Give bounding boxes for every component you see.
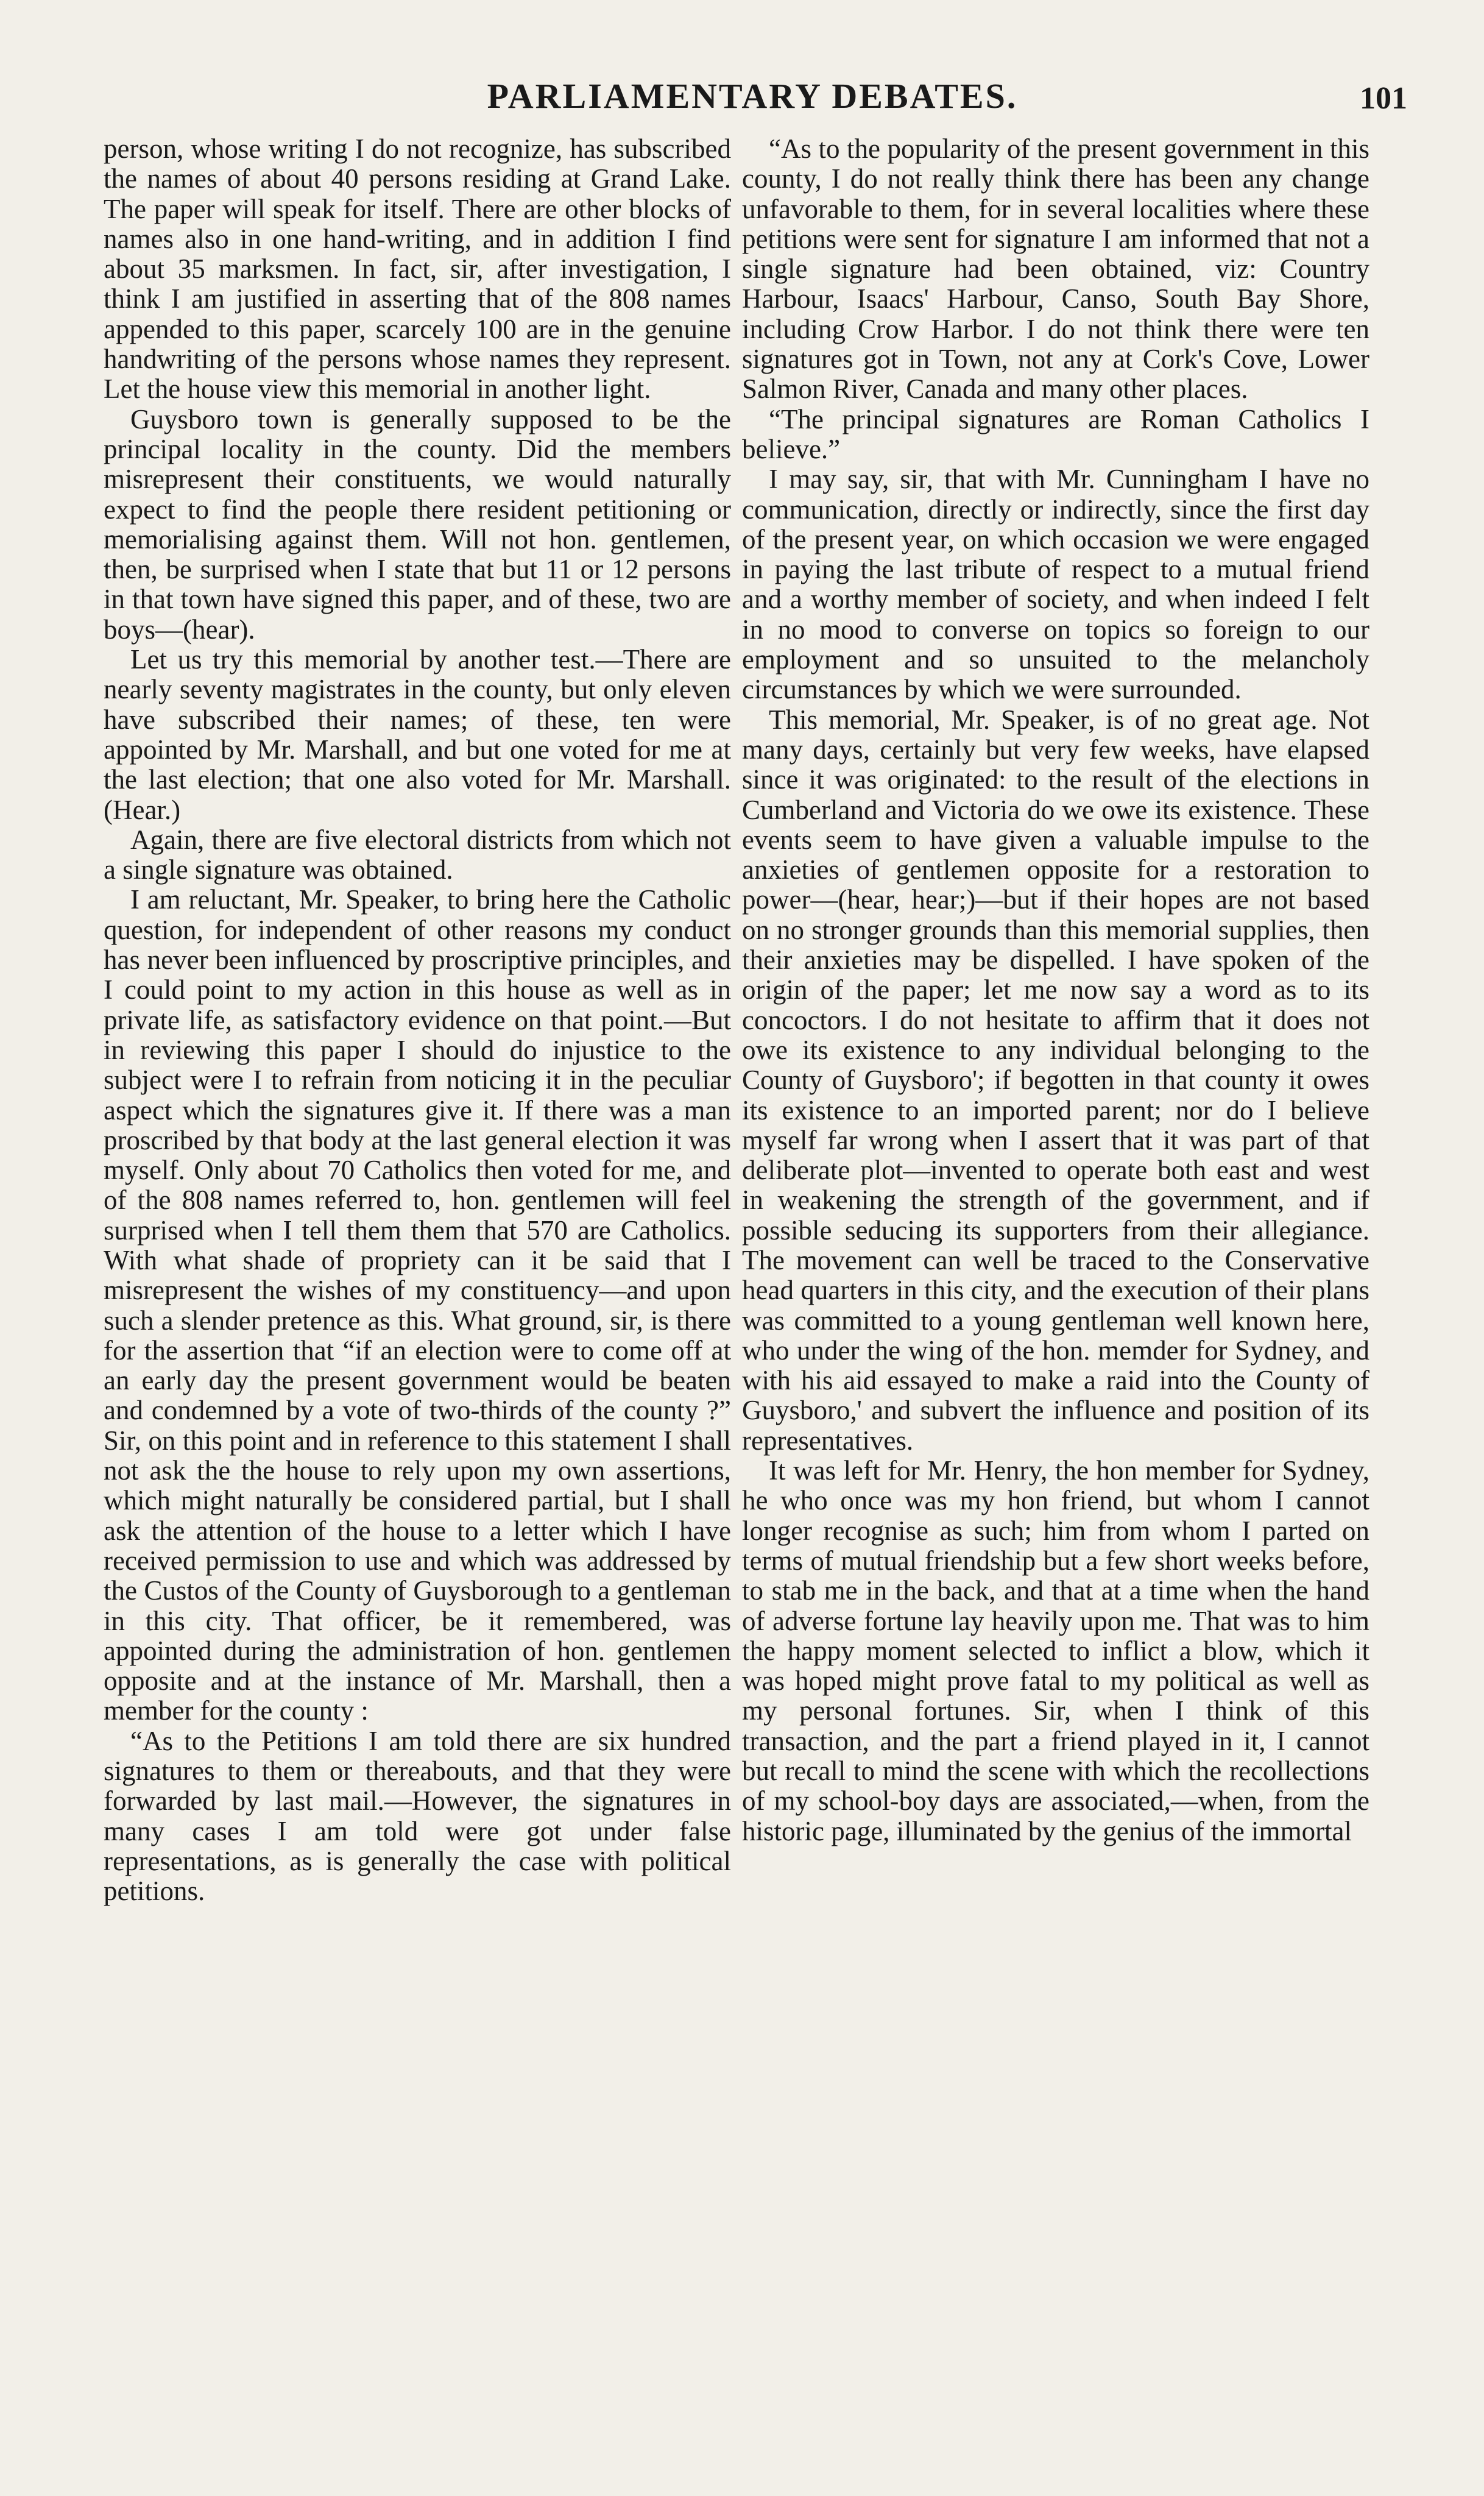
paragraph: It was left for Mr. Henry, the hon member for Sydney, he who once was my hon friend, but whom I cannot longer recognise as such; him from whom I parted on terms of mutual friendship but a few short weeks before, to stab me in the back, and that at a time when the hand of adverse fortune lay heavily upon me. That was to him the happy moment selected to inflict a blow, which it was hoped might prove fatal to my political as well as my personal fortunes. Sir, when I think of this transaction, and the part a friend played in it, I cannot but recall to mind the scene with which the recollections of my school-boy days are associated,—when, from the historic page, illuminated by the genius of the immortal [742,1455,1369,1846]
paragraph: Again, there are five electoral districts from which not a single signature was obtained. [104,824,731,885]
paragraph: I may say, sir, that with Mr. Cunningham I have no communication, directly or indirectly, since the first day of the present year, on which occasion we were engaged in paying the last tribute of respect to a mutual friend and a worthy member of society, and when indeed I felt in no mood to converse on topics so foreign to our employment and so unsuited to the melancholy circumstances by which we were surrounded. [742,464,1369,705]
page-number: 101 [1360,81,1407,116]
paragraph: person, whose writing I do not recognize, has subscribed the names of about 40 persons residing at Grand Lake. The paper will speak for itself. There are other blocks of names also in one hand-writing, and in addition I find about 35 marksmen. In fact, sir, after investigation, I think I am justified in asserting that of the 808 names appended to this paper, scarcely 100 are in the genuine handwriting of the persons whose names they represent. Let the house view this memorial in another light. [104,134,731,405]
paragraph: Let us try this memorial by another test.—There are nearly seventy magistrates in the county, but only eleven have subscribed their names; of these, ten were appointed by Mr. Marshall, and but one voted for me at the last election; that one also voted for Mr. Marshall. (Hear.) [104,644,731,825]
paragraph: “As to the popularity of the present government in this county, I do not really think there has been any change unfavorable to them, for in several localities where these petitions were sent for signature I am informed that not a single signature had been obtained, viz: Country Harbour, Isaacs' Harbour, Canso, South Bay Shore, including Crow Harbor. I do not think there were ten signatures got in Town, not any at Cork's Cove, Lower Salmon River, Canada and many other places. [742,134,1369,405]
paragraph: This memorial, Mr. Speaker, is of no great age. Not many days, certainly but very few weeks, have elapsed since it was originated: to the result of the elections in Cumberland and Victoria do we owe its existence. These events seem to have given a valuable impulse to the anxieties of gentlemen opposite for a restoration to power—(hear, hear;)—but if their hopes are not based on no stronger grounds than this memorial supplies, then their anxieties may be dispelled. I have spoken of the origin of the paper; let me now say a word as to its concoctors. I do not hesitate to affirm that it does not owe its existence to any individual belonging to the County of Guysboro'; if begotten in that county it owes its existence to an imported parent; nor do I believe myself far wrong when I assert that it was part of that deliberate plot—invented to operate both east and west in weakening the strength of the government, and if possible seducing its supporters from their allegiance. The movement can well be traced to the Conservative head quarters in this city, and the execution of their plans was committed to a young gentleman well known here, who under the wing of the hon. memder for Sydney, and with his aid essayed to make a raid into the County of Guysboro,' and subvert the influence and position of its representatives. [742,704,1369,1456]
paragraph: I am reluctant, Mr. Speaker, to bring here the Catholic question, for independent of other reasons my conduct has never been influenced by proscriptive principles, and I could point to my action in this house as well as in private life, as satisfactory evidence on that point.—But in reviewing this paper I should do injustice to the subject were I to refrain from noticing it in the peculiar aspect which the signatures give it. If there was a man proscribed by that body at the last general election it was myself. Only about 70 Catholics then voted for me, and of the 808 names referred to, hon. gentlemen will feel surprised when I tell them them that 570 are Catholics. With what shade of propriety can it be said that I misrepresent the wishes of my constituency—and upon such a slender pretence as this. What ground, sir, is there for the assertion that “if an election were to come off at an early day the present government would be beaten and condemned by a vote of two-thirds of the county ?” Sir, on this point and in reference to this statement I shall not ask the the house to rely upon my own assertions, which might naturally be considered partial, but I shall ask the attention of the house to a letter which I have received permission to use and which was addressed by the Custos of the County of Guysborough to a gentleman in this city. That officer, be it remembered, was appointed during the administration of hon. gentlemen opposite and at the instance of Mr. Marshall, then a member for the county : [104,884,731,1726]
paragraph: “As to the Petitions I am told there are six hundred signatures to them or thereabouts, and that they were forwarded by last mail.—However, the signatures in many cases I am told were got under false representations, as is generally the case with political petitions. [104,1725,731,1907]
page-header [97,72,1407,127]
running-title: PARLIAMENTARY DEBATES. [487,76,1018,116]
paragraph: Guysboro town is generally supposed to be the principal locality in the county. Did the members misrepresent their constituents, we would naturally expect to find the people there resident petitioning or memorialising against them. Will not hon. gentlemen, then, be surprised when I state that but 11 or 12 persons in that town have signed this paper, and of these, two are boys—(hear). [104,403,731,645]
right-column [742,134,1369,2486]
left-column [104,134,731,2486]
paragraph: “The principal signatures are Roman Catholics I believe.” [742,403,1369,464]
